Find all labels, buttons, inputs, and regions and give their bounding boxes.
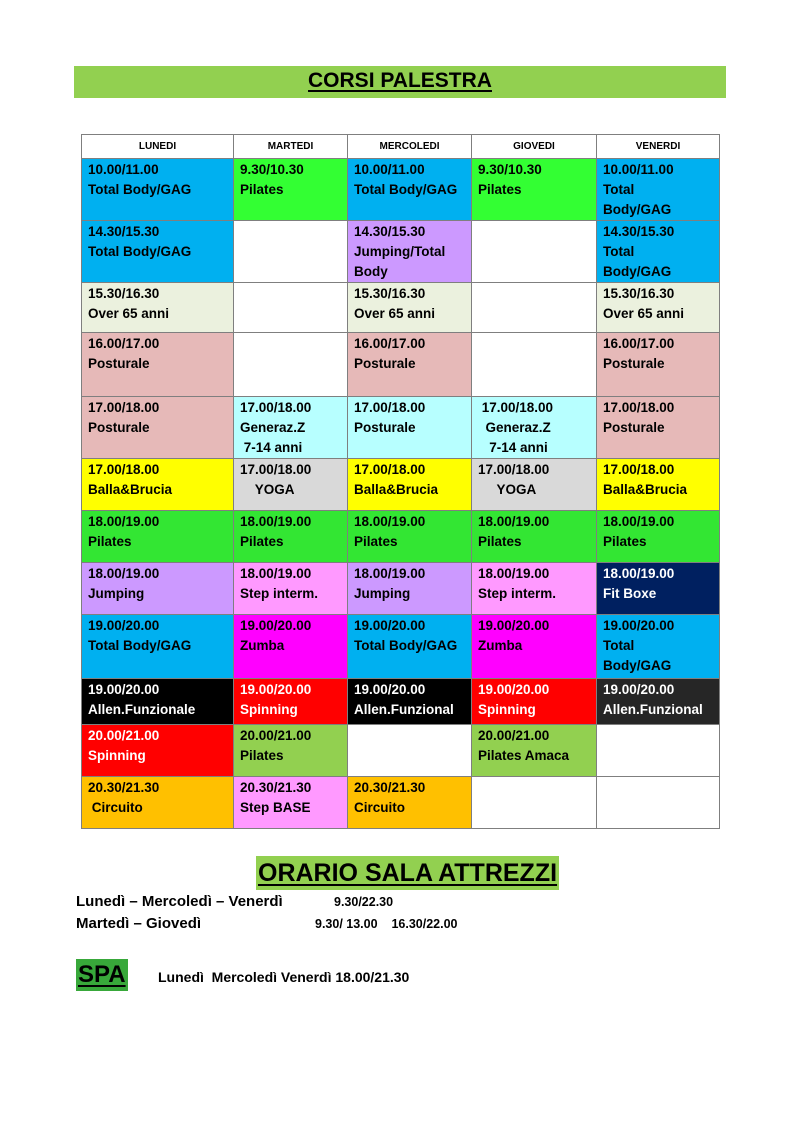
class-name: Circuito bbox=[88, 800, 143, 815]
class-cell-martedi bbox=[234, 159, 348, 221]
class-time: 16.00/17.00 bbox=[603, 336, 675, 351]
class-name: Posturale bbox=[88, 356, 150, 371]
class-cell-giovedi bbox=[472, 333, 597, 397]
class-time: 18.00/19.00 bbox=[240, 566, 312, 581]
class-name: Spinning bbox=[478, 702, 536, 717]
class-cell-venerdi bbox=[597, 679, 720, 725]
class-cell-lunedi bbox=[82, 511, 234, 563]
class-name: Body/GAG bbox=[603, 658, 672, 673]
class-cell-lunedi bbox=[82, 221, 234, 283]
class-time: 17.00/18.00 bbox=[478, 462, 550, 477]
class-name: Allen.Funzionale bbox=[88, 702, 196, 717]
class-cell-mercoledi bbox=[348, 283, 472, 333]
sala-times-2: 9.30/ 13.00 16.30/22.00 bbox=[315, 917, 458, 931]
schedule-row bbox=[82, 725, 720, 777]
class-time: 10.00/11.00 bbox=[603, 162, 674, 177]
class-name: Pilates Amaca bbox=[478, 748, 570, 763]
schedule-row bbox=[82, 679, 720, 725]
class-time: 14.30/15.30 bbox=[603, 224, 675, 239]
class-name: YOGA bbox=[240, 482, 295, 497]
sala-days-1: Lunedì – Mercoledì – Venerdì bbox=[76, 893, 283, 910]
class-cell-giovedi bbox=[472, 777, 597, 829]
class-name: Posturale bbox=[603, 420, 665, 435]
class-cell-venerdi bbox=[597, 725, 720, 777]
sala-hours-line-2 bbox=[76, 915, 458, 932]
class-cell-venerdi bbox=[597, 333, 720, 397]
schedule-row bbox=[82, 221, 720, 283]
class-time: 20.30/21.30 bbox=[354, 780, 426, 795]
class-cell-venerdi bbox=[597, 563, 720, 615]
class-time: 18.00/19.00 bbox=[354, 566, 426, 581]
class-cell-giovedi bbox=[472, 459, 597, 511]
class-cell-venerdi bbox=[597, 615, 720, 679]
class-cell-giovedi bbox=[472, 563, 597, 615]
class-cell-lunedi bbox=[82, 725, 234, 777]
class-time: 19.00/20.00 bbox=[603, 618, 675, 633]
class-name: Total Body/GAG bbox=[88, 244, 192, 259]
class-time: 19.00/20.00 bbox=[478, 618, 550, 633]
schedule-row bbox=[82, 159, 720, 221]
title-banner bbox=[74, 66, 726, 98]
class-name: Pilates bbox=[478, 182, 522, 197]
class-time: 15.30/16.30 bbox=[88, 286, 160, 301]
sala-hours-line-1 bbox=[76, 893, 394, 910]
schedule-row bbox=[82, 563, 720, 615]
sala-times-1: 9.30/22.30 bbox=[334, 895, 394, 909]
class-time: 19.00/20.00 bbox=[354, 682, 426, 697]
class-cell-lunedi bbox=[82, 615, 234, 679]
class-time: 19.00/20.00 bbox=[88, 618, 160, 633]
class-time: 9.30/10.30 bbox=[478, 162, 542, 177]
class-time: 17.00/18.00 bbox=[354, 400, 426, 415]
class-name: Spinning bbox=[240, 702, 298, 717]
class-cell-mercoledi bbox=[348, 615, 472, 679]
class-name: Generaz.Z bbox=[478, 420, 551, 435]
class-time: 19.00/20.00 bbox=[603, 682, 675, 697]
class-time: 20.00/21.00 bbox=[240, 728, 312, 743]
class-time: 18.00/19.00 bbox=[88, 514, 160, 529]
class-cell-martedi bbox=[234, 397, 348, 459]
class-name: Posturale bbox=[88, 420, 150, 435]
class-name: Posturale bbox=[354, 356, 416, 371]
schedule-row bbox=[82, 397, 720, 459]
page-title: CORSI PALESTRA bbox=[308, 69, 492, 92]
class-name: Over 65 anni bbox=[603, 306, 685, 321]
class-time: 17.00/18.00 bbox=[88, 400, 160, 415]
class-cell-martedi bbox=[234, 777, 348, 829]
class-time: 16.00/17.00 bbox=[354, 336, 426, 351]
class-name: Total Body/GAG bbox=[88, 638, 192, 653]
class-time: 15.30/16.30 bbox=[354, 286, 426, 301]
class-name: Balla&Brucia bbox=[88, 482, 173, 497]
class-time: 20.00/21.00 bbox=[478, 728, 550, 743]
class-time: 19.00/20.00 bbox=[240, 682, 312, 697]
schedule-row bbox=[82, 511, 720, 563]
class-cell-lunedi bbox=[82, 563, 234, 615]
class-time: 20.00/21.00 bbox=[88, 728, 160, 743]
class-time: 17.00/18.00 bbox=[354, 462, 426, 477]
class-name: Jumping bbox=[354, 586, 411, 601]
class-time: 17.00/18.00 bbox=[88, 462, 160, 477]
class-cell-venerdi bbox=[597, 221, 720, 283]
class-time: 18.00/19.00 bbox=[88, 566, 160, 581]
class-cell-mercoledi bbox=[348, 511, 472, 563]
schedule-body bbox=[82, 159, 720, 829]
class-time: 17.00/18.00 bbox=[603, 400, 675, 415]
class-cell-martedi bbox=[234, 333, 348, 397]
class-cell-venerdi bbox=[597, 159, 720, 221]
class-name: Over 65 anni bbox=[354, 306, 436, 321]
class-name: Total Body/GAG bbox=[354, 638, 458, 653]
class-name: Zumba bbox=[478, 638, 523, 653]
class-cell-martedi bbox=[234, 511, 348, 563]
class-name: Step interm. bbox=[240, 586, 319, 601]
class-time: 19.00/20.00 bbox=[240, 618, 312, 633]
class-cell-mercoledi bbox=[348, 679, 472, 725]
class-time: 14.30/15.30 bbox=[88, 224, 160, 239]
class-cell-mercoledi bbox=[348, 397, 472, 459]
class-time: 17.00/18.00 bbox=[240, 462, 312, 477]
day-header-giovedi: GIOVEDI bbox=[472, 135, 597, 159]
class-name: 7-14 anni bbox=[240, 440, 303, 455]
class-name: Jumping bbox=[88, 586, 145, 601]
class-time: 18.00/19.00 bbox=[603, 566, 675, 581]
class-time: 20.30/21.30 bbox=[240, 780, 312, 795]
class-time: 10.00/11.00 bbox=[88, 162, 159, 177]
class-name: Allen.Funzional bbox=[603, 702, 703, 717]
class-name: Pilates bbox=[240, 534, 284, 549]
schedule-row bbox=[82, 333, 720, 397]
class-name: Total bbox=[603, 244, 635, 259]
class-name: Total Body/GAG bbox=[354, 182, 458, 197]
class-name: Total bbox=[603, 182, 635, 197]
class-name: Pilates bbox=[478, 534, 522, 549]
class-cell-venerdi bbox=[597, 777, 720, 829]
class-time: 9.30/10.30 bbox=[240, 162, 304, 177]
schedule-row bbox=[82, 283, 720, 333]
class-name: Fit Boxe bbox=[603, 586, 657, 601]
class-cell-venerdi bbox=[597, 397, 720, 459]
class-cell-martedi bbox=[234, 283, 348, 333]
class-cell-lunedi bbox=[82, 459, 234, 511]
class-name: Pilates bbox=[88, 534, 132, 549]
class-cell-giovedi bbox=[472, 397, 597, 459]
class-time: 14.30/15.30 bbox=[354, 224, 426, 239]
class-time: 19.00/20.00 bbox=[354, 618, 426, 633]
class-time: 16.00/17.00 bbox=[88, 336, 160, 351]
class-cell-giovedi bbox=[472, 615, 597, 679]
class-cell-martedi bbox=[234, 679, 348, 725]
class-name: Balla&Brucia bbox=[603, 482, 688, 497]
class-cell-lunedi bbox=[82, 679, 234, 725]
class-name: Allen.Funzional bbox=[354, 702, 454, 717]
class-time: 17.00/18.00 bbox=[478, 400, 554, 415]
class-time: 18.00/19.00 bbox=[478, 566, 550, 581]
day-header-martedi: MARTEDI bbox=[234, 135, 348, 159]
class-name: Pilates bbox=[240, 182, 284, 197]
class-name: Posturale bbox=[354, 420, 416, 435]
day-header-venerdi: VENERDI bbox=[597, 135, 720, 159]
class-name: Jumping/Total bbox=[354, 244, 446, 259]
class-name: Pilates bbox=[354, 534, 398, 549]
class-time: 18.00/19.00 bbox=[478, 514, 550, 529]
class-name: Circuito bbox=[354, 800, 406, 815]
class-time: 18.00/19.00 bbox=[354, 514, 426, 529]
class-cell-giovedi bbox=[472, 511, 597, 563]
class-name: Balla&Brucia bbox=[354, 482, 439, 497]
class-cell-giovedi bbox=[472, 725, 597, 777]
class-cell-martedi bbox=[234, 221, 348, 283]
class-time: 19.00/20.00 bbox=[478, 682, 550, 697]
class-cell-lunedi bbox=[82, 283, 234, 333]
class-cell-lunedi bbox=[82, 777, 234, 829]
class-cell-giovedi bbox=[472, 221, 597, 283]
class-cell-mercoledi bbox=[348, 777, 472, 829]
class-cell-venerdi bbox=[597, 283, 720, 333]
class-name: Over 65 anni bbox=[88, 306, 170, 321]
class-cell-mercoledi bbox=[348, 563, 472, 615]
class-name: Zumba bbox=[240, 638, 285, 653]
class-name: Body/GAG bbox=[603, 202, 672, 217]
class-cell-martedi bbox=[234, 563, 348, 615]
schedule-row bbox=[82, 615, 720, 679]
sala-attrezzi-heading: ORARIO SALA ATTREZZI bbox=[256, 856, 559, 890]
class-name: Pilates bbox=[603, 534, 647, 549]
class-name: YOGA bbox=[478, 482, 537, 497]
class-cell-venerdi bbox=[597, 511, 720, 563]
class-cell-martedi bbox=[234, 459, 348, 511]
class-time: 19.00/20.00 bbox=[88, 682, 160, 697]
class-name: Step interm. bbox=[478, 586, 557, 601]
sala-days-2: Martedì – Giovedì bbox=[76, 915, 202, 932]
spa-label: SPA bbox=[76, 959, 128, 991]
spa-hours: Lunedì Mercoledì Venerdì 18.00/21.30 bbox=[158, 969, 410, 985]
class-name: Pilates bbox=[240, 748, 284, 763]
class-name: Posturale bbox=[603, 356, 665, 371]
class-cell-lunedi bbox=[82, 397, 234, 459]
class-cell-lunedi bbox=[82, 333, 234, 397]
day-header-mercoledi: MERCOLEDI bbox=[348, 135, 472, 159]
class-cell-venerdi bbox=[597, 459, 720, 511]
class-cell-mercoledi bbox=[348, 725, 472, 777]
class-name: Body/GAG bbox=[603, 264, 672, 279]
class-cell-lunedi bbox=[82, 159, 234, 221]
schedule-table bbox=[81, 134, 720, 829]
class-name: Total bbox=[603, 638, 635, 653]
class-time: 17.00/18.00 bbox=[603, 462, 675, 477]
schedule-row bbox=[82, 459, 720, 511]
class-time: 20.30/21.30 bbox=[88, 780, 160, 795]
class-name: 7-14 anni bbox=[478, 440, 548, 455]
class-time: 10.00/11.00 bbox=[354, 162, 425, 177]
class-time: 15.30/16.30 bbox=[603, 286, 675, 301]
class-cell-mercoledi bbox=[348, 459, 472, 511]
class-cell-martedi bbox=[234, 615, 348, 679]
schedule-row bbox=[82, 777, 720, 829]
class-cell-martedi bbox=[234, 725, 348, 777]
class-time: 17.00/18.00 bbox=[240, 400, 312, 415]
class-name: Step BASE bbox=[240, 800, 311, 815]
day-header-lunedi: LUNEDI bbox=[82, 135, 234, 159]
schedule-header-row bbox=[82, 135, 720, 159]
class-cell-giovedi bbox=[472, 159, 597, 221]
class-name: Generaz.Z bbox=[240, 420, 306, 435]
class-cell-mercoledi bbox=[348, 159, 472, 221]
class-time: 18.00/19.00 bbox=[240, 514, 312, 529]
class-cell-mercoledi bbox=[348, 221, 472, 283]
class-name: Total Body/GAG bbox=[88, 182, 192, 197]
class-cell-giovedi bbox=[472, 283, 597, 333]
class-cell-mercoledi bbox=[348, 333, 472, 397]
class-name: Body bbox=[354, 264, 388, 279]
class-name: Spinning bbox=[88, 748, 146, 763]
class-time: 18.00/19.00 bbox=[603, 514, 675, 529]
class-cell-giovedi bbox=[472, 679, 597, 725]
